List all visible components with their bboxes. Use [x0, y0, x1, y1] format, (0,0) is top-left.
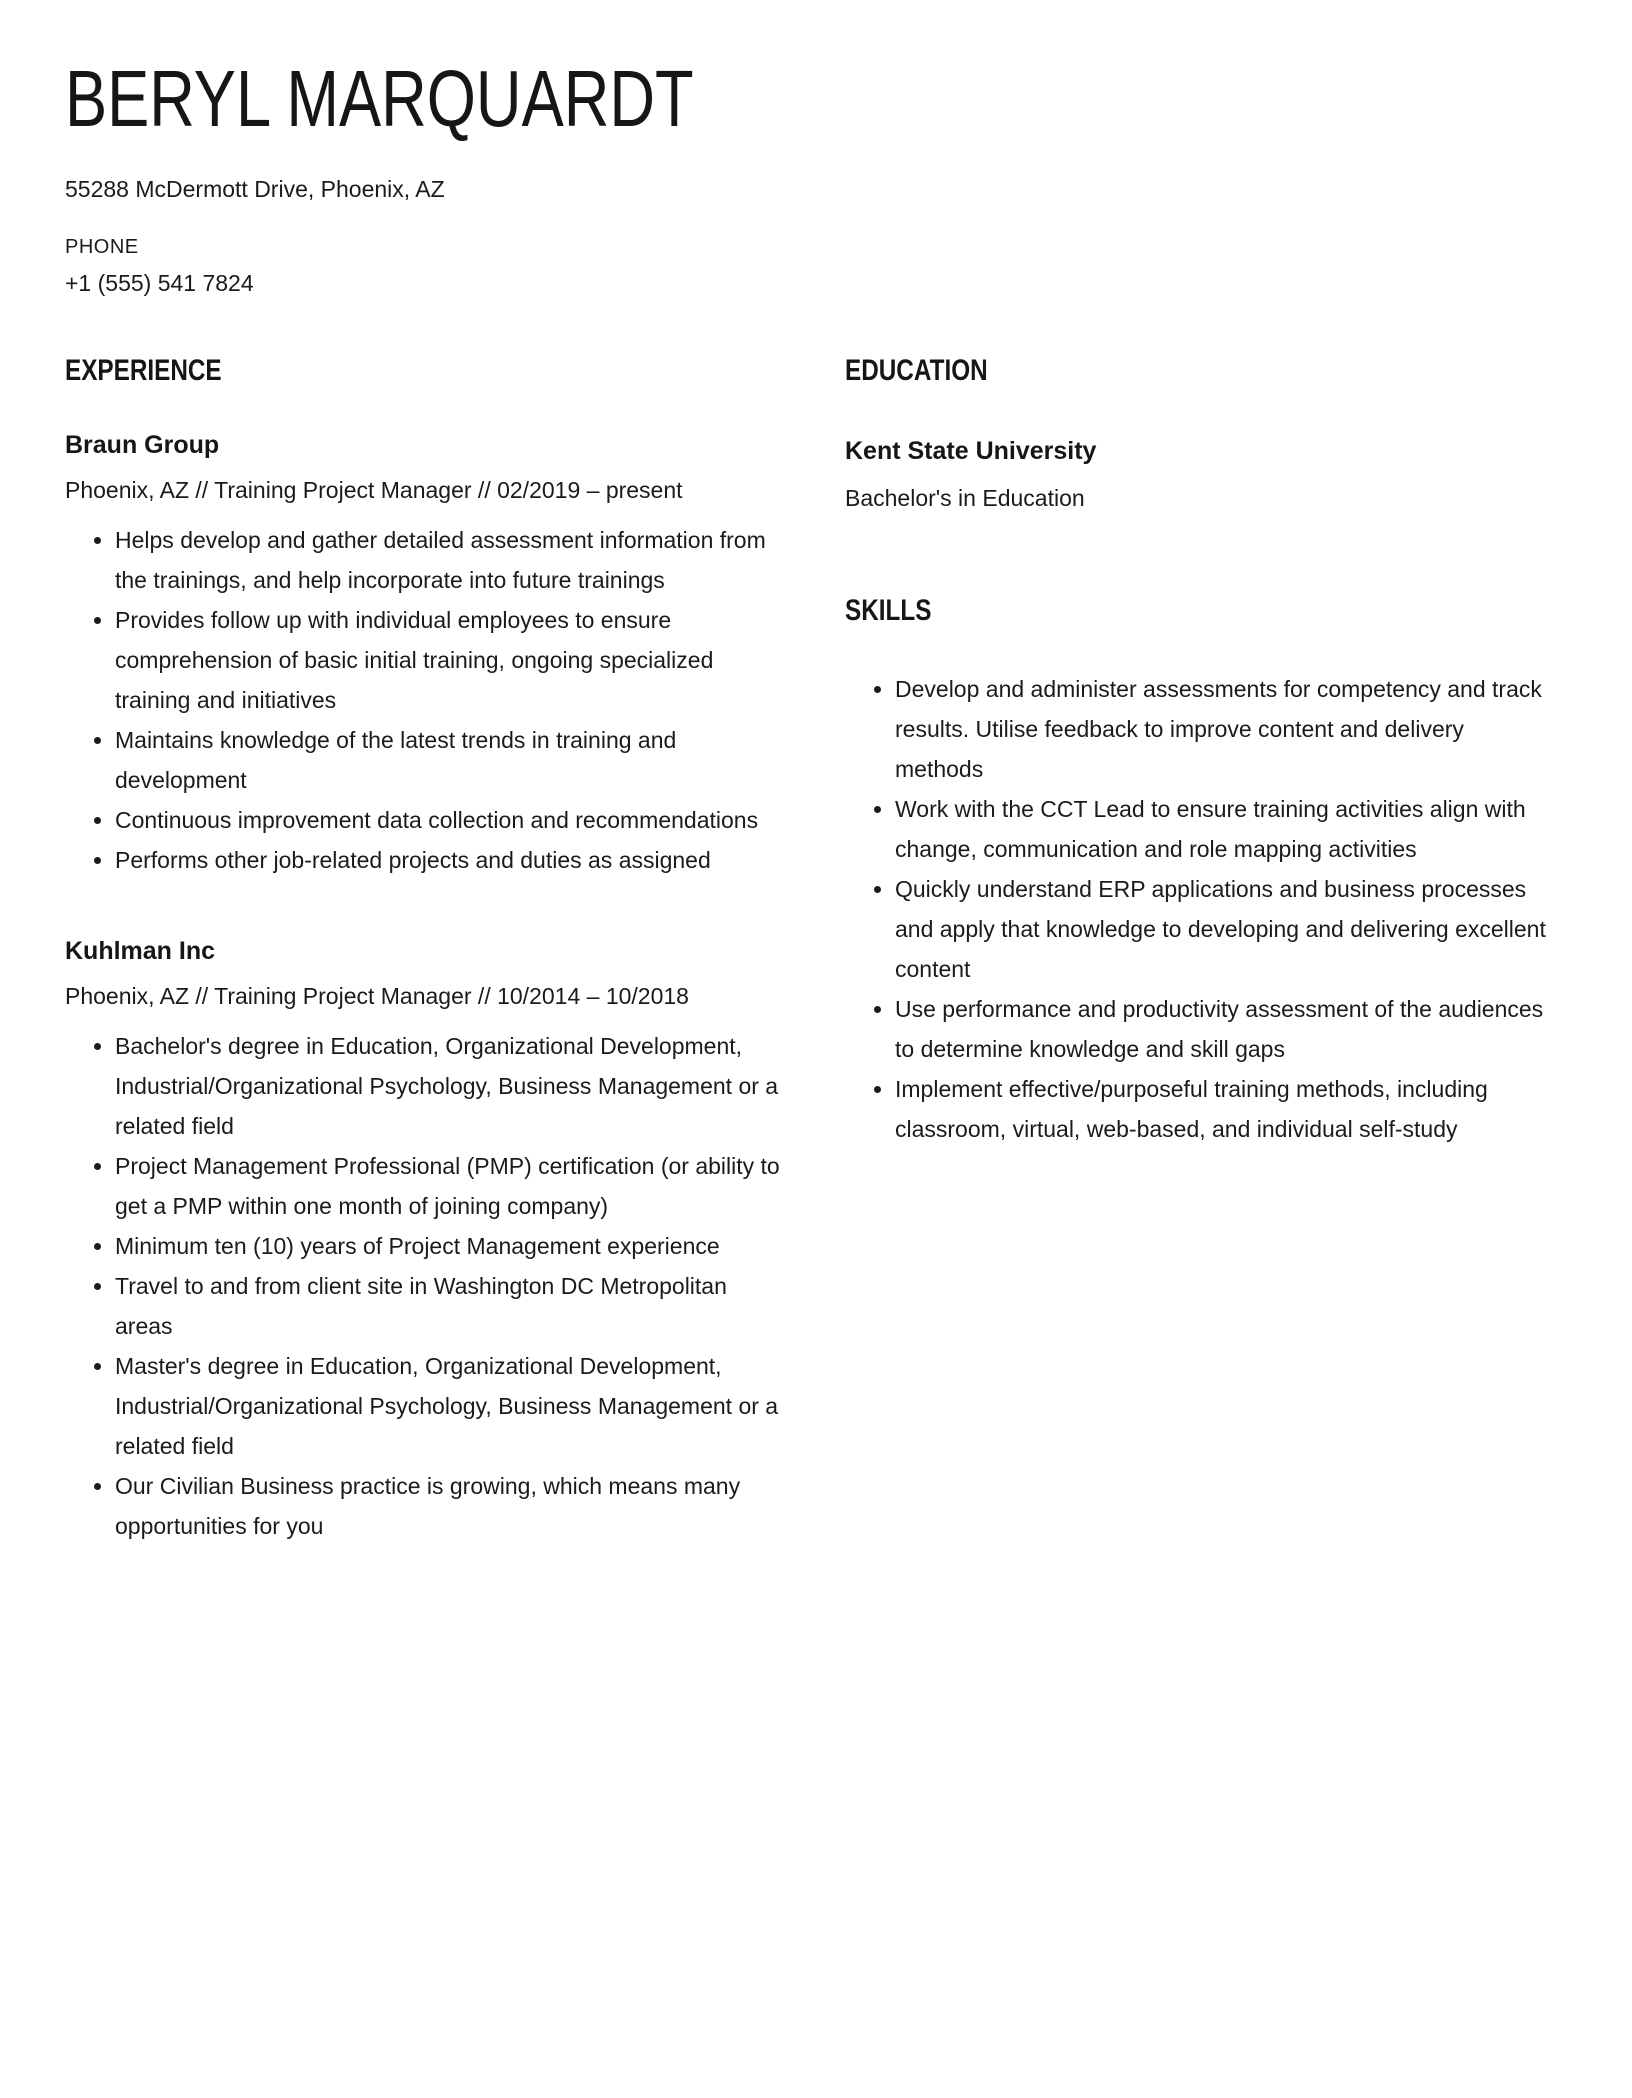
- job-bullet: • Bachelor's degree in Education, Organizational Development, Industrial/Organizational Psychology, Business Management or a related field: [115, 1026, 780, 1146]
- company-name: Kuhlman Inc: [65, 937, 216, 965]
- resume-columns: [65, 354, 1562, 1546]
- education-section: [845, 354, 1557, 514]
- experience-section: [65, 354, 780, 1546]
- job-bullet: • Provides follow up with individual employees to ensure comprehension of basic initial training, ongoing specialized training and initiatives: [115, 600, 780, 720]
- phone-number: +1 (555) 541 7824: [65, 270, 254, 296]
- skills-list: [845, 669, 1557, 1149]
- job-entry: [65, 935, 780, 1546]
- school-name: Kent State University: [845, 437, 1097, 465]
- job-bullet: • Maintains knowledge of the latest trends in training and development: [115, 720, 780, 800]
- skill-item: • Develop and administer assessments for competency and track results. Utilise feedback to improve content and delivery methods: [895, 669, 1557, 789]
- phone-label: PHONE: [65, 236, 139, 258]
- skill-item: • Quickly understand ERP applications and business processes and apply that knowledge to developing and delivering excellent content: [895, 869, 1557, 989]
- job-bullet: • Performs other job-related projects and duties as assigned: [115, 840, 780, 880]
- job-bullet: • Master's degree in Education, Organizational Development, Industrial/Organizational Psychology, Business Management or a related field: [115, 1346, 780, 1466]
- job-bullet: • Our Civilian Business practice is growing, which means many opportunities for you: [115, 1466, 780, 1546]
- right-column: [845, 354, 1557, 1149]
- job-bullet: • Travel to and from client site in Washington DC Metropolitan areas: [115, 1266, 780, 1346]
- skills-heading: SKILLS: [845, 594, 932, 627]
- job-bullet: • Minimum ten (10) years of Project Management experience: [115, 1226, 780, 1266]
- job-meta: Phoenix, AZ // Training Project Manager // 02/2019 – present: [65, 477, 683, 503]
- skill-item: • Work with the CCT Lead to ensure training activities align with change, communication and role mapping activities: [895, 789, 1557, 869]
- job-bullet: • Helps develop and gather detailed assessment information from the trainings, and help incorporate into future trainings: [115, 520, 780, 600]
- resume-header: [65, 55, 1562, 299]
- experience-heading: EXPERIENCE: [65, 354, 222, 387]
- skill-item: • Implement effective/purposeful training methods, including classroom, virtual, web-based, and individual self-study: [895, 1069, 1557, 1149]
- job-bullet-list: [65, 520, 780, 880]
- job-bullet: • Project Management Professional (PMP) certification (or ability to get a PMP within one month of joining company): [115, 1146, 780, 1226]
- person-name: BERYL MARQUARDT: [65, 54, 694, 143]
- degree: Bachelor's in Education: [845, 485, 1085, 511]
- company-name: Braun Group: [65, 431, 220, 459]
- skills-section: [845, 594, 1557, 1149]
- job-bullet: • Continuous improvement data collection and recommendations: [115, 800, 780, 840]
- address-line: 55288 McDermott Drive, Phoenix, AZ: [65, 176, 445, 202]
- job-bullet-list: [65, 1026, 780, 1546]
- job-entry: [65, 429, 780, 880]
- job-meta: Phoenix, AZ // Training Project Manager // 10/2014 – 10/2018: [65, 983, 689, 1009]
- education-heading: EDUCATION: [845, 354, 988, 387]
- skill-item: • Use performance and productivity assessment of the audiences to determine knowledge and skill gaps: [895, 989, 1557, 1069]
